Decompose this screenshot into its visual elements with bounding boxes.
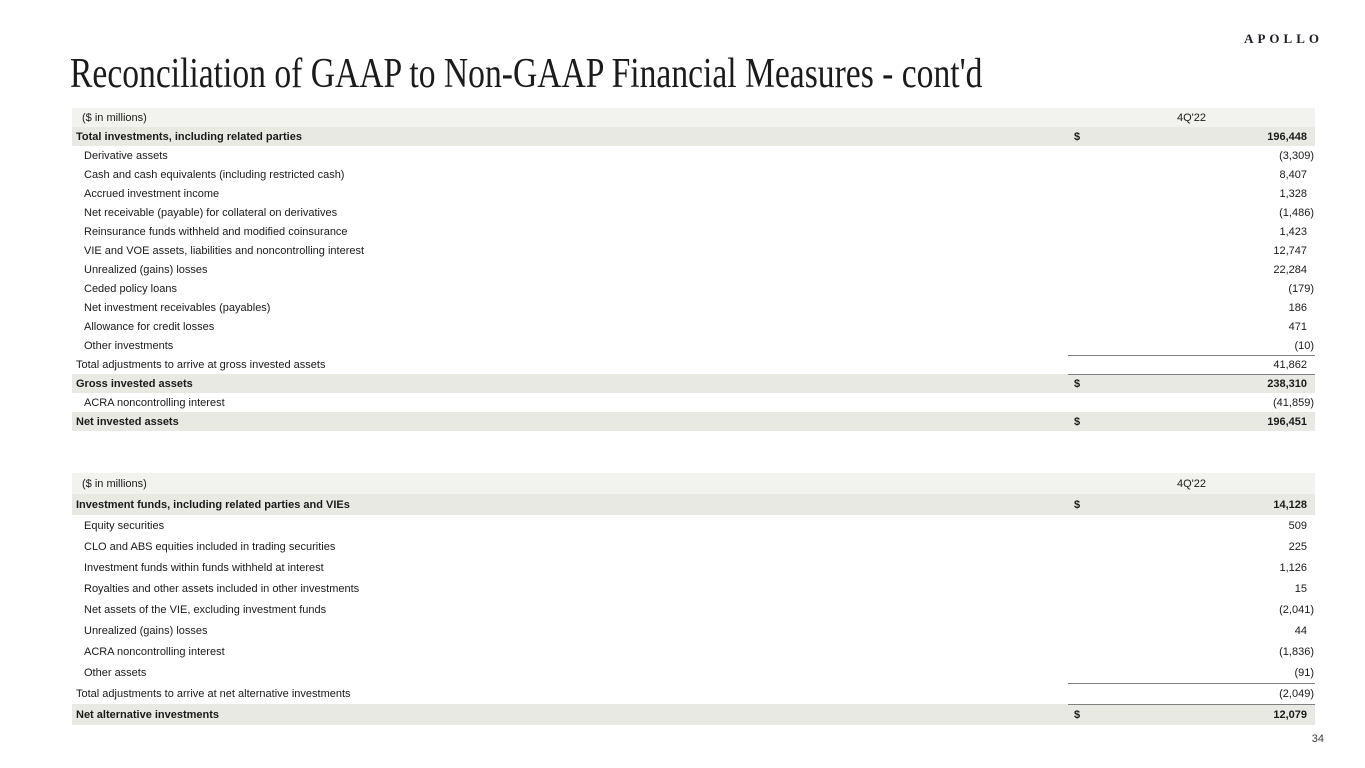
row-values — [1068, 393, 1315, 412]
currency-symbol: $ — [1074, 415, 1081, 428]
table-row — [72, 127, 1315, 146]
row-value: (3,309) — [1279, 149, 1314, 162]
row-values — [1068, 127, 1315, 146]
table-row — [72, 683, 1315, 704]
table-row — [72, 662, 1315, 683]
period-cell — [1068, 473, 1315, 494]
row-value: (91) — [1294, 666, 1314, 679]
row-values — [1068, 241, 1315, 260]
currency-symbol: $ — [1074, 378, 1081, 390]
row-value: (10) — [1294, 339, 1314, 352]
table-body — [72, 494, 1315, 725]
row-values — [1068, 662, 1315, 683]
row-label: Net assets of the VIE, excluding investment funds — [84, 603, 327, 616]
row-label: Royalties and other assets included in other investments — [84, 582, 360, 595]
row-values — [1068, 557, 1315, 578]
row-value: 1,126 — [1279, 561, 1307, 574]
period-cell — [1068, 108, 1315, 127]
currency-symbol: $ — [1074, 130, 1081, 143]
row-label: Equity securities — [84, 519, 165, 532]
units-label: ($ in millions) — [82, 477, 147, 490]
row-values — [1068, 683, 1315, 704]
row-label: ACRA noncontrolling interest — [84, 396, 225, 409]
table-row — [72, 494, 1315, 515]
row-label: Other investments — [84, 339, 174, 352]
row-value: 238,310 — [1267, 378, 1307, 390]
table-row — [72, 578, 1315, 599]
row-values — [1068, 578, 1315, 599]
table-row — [72, 336, 1315, 355]
page-number: 34 — [1311, 733, 1324, 745]
row-label: Ceded policy loans — [84, 282, 177, 295]
table-row — [72, 557, 1315, 578]
row-values — [1068, 620, 1315, 641]
table-row — [72, 184, 1315, 203]
row-label: Investment funds, including related parties and VIEs — [76, 498, 350, 511]
table-row — [72, 355, 1315, 374]
currency-symbol: $ — [1074, 498, 1081, 511]
alternative-investments-table — [72, 473, 1315, 725]
row-values — [1068, 184, 1315, 203]
row-label: Total adjustments to arrive at gross invested assets — [76, 358, 326, 371]
row-label: Net invested assets — [76, 415, 179, 428]
row-label: VIE and VOE assets, liabilities and noncontrolling interest — [84, 244, 365, 257]
row-values — [1068, 599, 1315, 620]
row-value: (41,859) — [1273, 396, 1314, 409]
row-values — [1068, 165, 1315, 184]
page-title: Reconciliation of GAAP to Non-GAAP Financial Measures - cont'd — [70, 51, 983, 97]
row-values — [1068, 355, 1315, 374]
table-row — [72, 412, 1315, 431]
row-values — [1068, 336, 1315, 355]
row-value: 471 — [1288, 320, 1307, 333]
row-label: Net receivable (payable) for collateral on derivatives — [84, 206, 338, 219]
table-row — [72, 641, 1315, 662]
row-values — [1068, 412, 1315, 431]
table-body — [72, 127, 1315, 431]
row-label: Unrealized (gains) losses — [84, 624, 208, 637]
row-label: ACRA noncontrolling interest — [84, 645, 225, 658]
period-label: 4Q'22 — [1176, 477, 1206, 490]
row-value: (1,836) — [1279, 645, 1314, 658]
row-label: Accrued investment income — [84, 187, 220, 200]
row-label: Derivative assets — [84, 149, 168, 162]
row-values — [1068, 374, 1315, 393]
table-row — [72, 279, 1315, 298]
row-value: 15 — [1294, 582, 1307, 595]
row-label: Investment funds within funds withheld at interest — [84, 561, 324, 574]
table-row — [72, 515, 1315, 536]
row-value: (2,049) — [1279, 688, 1314, 700]
row-values — [1068, 641, 1315, 662]
row-label: Other assets — [84, 666, 147, 679]
row-value: 12,747 — [1273, 244, 1307, 257]
row-value: (2,041) — [1279, 603, 1314, 616]
table-row — [72, 241, 1315, 260]
row-label: Net alternative investments — [76, 708, 220, 721]
row-label: Total investments, including related parties — [76, 130, 302, 143]
row-value: (1,486) — [1279, 206, 1314, 219]
table-row — [72, 620, 1315, 641]
row-values — [1068, 515, 1315, 536]
row-values — [1068, 203, 1315, 222]
row-label: Total adjustments to arrive at net alternative investments — [76, 687, 351, 700]
table-row — [72, 298, 1315, 317]
row-value: 41,862 — [1273, 359, 1307, 371]
row-value: 225 — [1288, 540, 1307, 553]
table-row — [72, 599, 1315, 620]
units-label: ($ in millions) — [82, 111, 147, 124]
row-value: 196,448 — [1267, 130, 1307, 143]
row-label: Gross invested assets — [76, 377, 193, 390]
row-value: 186 — [1288, 301, 1307, 314]
table-row — [72, 260, 1315, 279]
table-row — [72, 222, 1315, 241]
row-label: CLO and ABS equities included in trading securities — [84, 540, 336, 553]
invested-assets-table — [72, 108, 1315, 431]
apollo-logo: APOLLO — [1244, 31, 1323, 46]
row-values — [1068, 704, 1315, 725]
row-values — [1068, 146, 1315, 165]
period-label: 4Q'22 — [1176, 111, 1206, 124]
row-value: 22,284 — [1273, 263, 1307, 276]
row-label: Reinsurance funds withheld and modified coinsurance — [84, 225, 348, 238]
row-values — [1068, 279, 1315, 298]
row-values — [1068, 260, 1315, 279]
row-value: 1,423 — [1279, 225, 1307, 238]
row-label: Unrealized (gains) losses — [84, 263, 208, 276]
row-value: 12,079 — [1273, 709, 1307, 721]
table-row — [72, 317, 1315, 336]
table-row — [72, 203, 1315, 222]
row-values — [1068, 317, 1315, 336]
row-label: Cash and cash equivalents (including restricted cash) — [84, 168, 345, 181]
row-value: 8,407 — [1279, 168, 1307, 181]
table-row — [72, 146, 1315, 165]
row-values — [1068, 536, 1315, 557]
table-row — [72, 704, 1315, 725]
row-value: 14,128 — [1273, 498, 1307, 511]
row-label: Allowance for credit losses — [84, 320, 215, 333]
row-value: 509 — [1288, 519, 1307, 532]
row-label: Net investment receivables (payables) — [84, 301, 271, 314]
table-row — [72, 536, 1315, 557]
row-value: 44 — [1294, 624, 1307, 637]
row-value: 196,451 — [1267, 415, 1307, 428]
row-values — [1068, 298, 1315, 317]
table-row — [72, 393, 1315, 412]
table-row — [72, 165, 1315, 184]
table-header-row — [72, 108, 1315, 127]
row-value: 1,328 — [1279, 187, 1307, 200]
row-value: (179) — [1288, 282, 1314, 295]
table-row — [72, 374, 1315, 393]
row-values — [1068, 494, 1315, 515]
currency-symbol: $ — [1074, 709, 1081, 721]
table-header-row — [72, 473, 1315, 494]
row-values — [1068, 222, 1315, 241]
